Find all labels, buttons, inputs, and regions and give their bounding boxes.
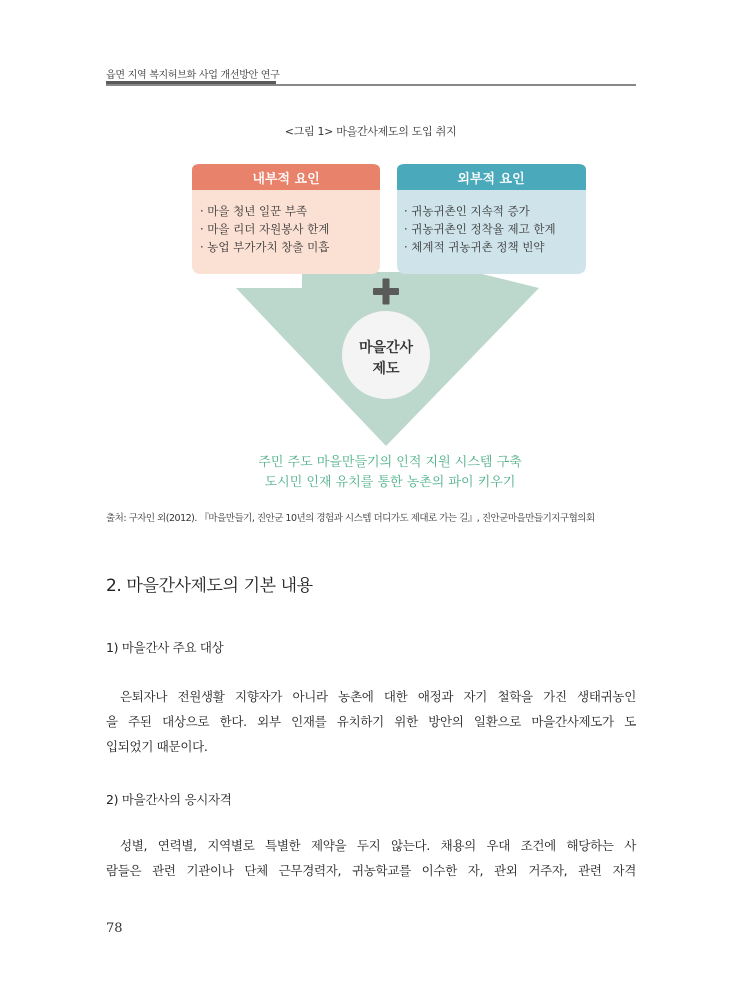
paragraph-line: 입되었기 때문이다. xyxy=(106,739,208,754)
paragraph-line: 을 주된 대상으로 한다. 외부 인재를 유치하기 위한 방안의 일환으로 마을간사제도가 도 xyxy=(106,714,636,729)
external-item: · 체계적 귀농귀촌 정책 빈약 xyxy=(404,240,545,254)
internal-item: · 마을 청년 일꾼 부족 xyxy=(200,204,308,218)
subsection-heading-2: 2) 마을간사의 응시자격 xyxy=(106,792,232,807)
center-label-line2: 제도 xyxy=(372,361,400,377)
figure-caption: <그림 1> 마을간사제도의 도입 취지 xyxy=(284,125,457,138)
internal-box-title: 내부적 요인 xyxy=(252,172,320,187)
paragraph-line: 은퇴자나 전원생활 지향자가 아니라 농촌에 대한 애정과 자기 철학을 가진 생태귀농인 xyxy=(120,689,636,704)
internal-item: · 마을 리더 자원봉사 한계 xyxy=(200,222,330,236)
figure-source: 출처: 구자인 외(2012). 『마을만들기, 진안군 10년의 경험과 시스템 더디가도 제대로 가는 길』, 진안군마을만들기지구협의회 xyxy=(106,513,595,524)
header-rule xyxy=(106,84,636,86)
page-number: 78 xyxy=(106,921,123,936)
internal-factors-box xyxy=(192,164,380,274)
running-header: 읍면 지역 복지허브화 사업 개선방안 연구 xyxy=(106,70,280,81)
infographic xyxy=(192,160,586,502)
external-factors-box xyxy=(397,164,586,274)
external-item: · 귀농귀촌인 지속적 증가 xyxy=(404,204,530,218)
internal-item: · 농업 부가가치 창출 미흡 xyxy=(200,240,330,254)
paragraph-line: 람들은 관련 기관이나 단체 근무경력자, 귀농학교를 이수한 자, 관외 거주자, 관련 자격 xyxy=(106,863,636,878)
subsection-heading-1: 1) 마을간사 주요 대상 xyxy=(106,640,224,655)
paragraph-2 xyxy=(106,833,636,883)
external-item: · 귀농귀촌인 정착율 제고 한계 xyxy=(404,222,556,236)
external-box-title: 외부적 요인 xyxy=(457,172,525,187)
result-line2: 도시민 인재 유치를 통한 농촌의 파이 키우기 xyxy=(264,475,516,490)
center-label-line1: 마을간사 xyxy=(358,340,414,356)
paragraph-line: 성별, 연력별, 지역별로 특별한 제약을 두지 않는다. 채용의 우대 조건에 해당하는 사 xyxy=(120,838,636,853)
paragraph-1 xyxy=(106,684,636,759)
section-title: 2. 마을간사제도의 기본 내용 xyxy=(106,576,313,596)
result-line1: 주민 주도 마을만들기의 인적 지원 시스템 구축 xyxy=(258,455,522,470)
